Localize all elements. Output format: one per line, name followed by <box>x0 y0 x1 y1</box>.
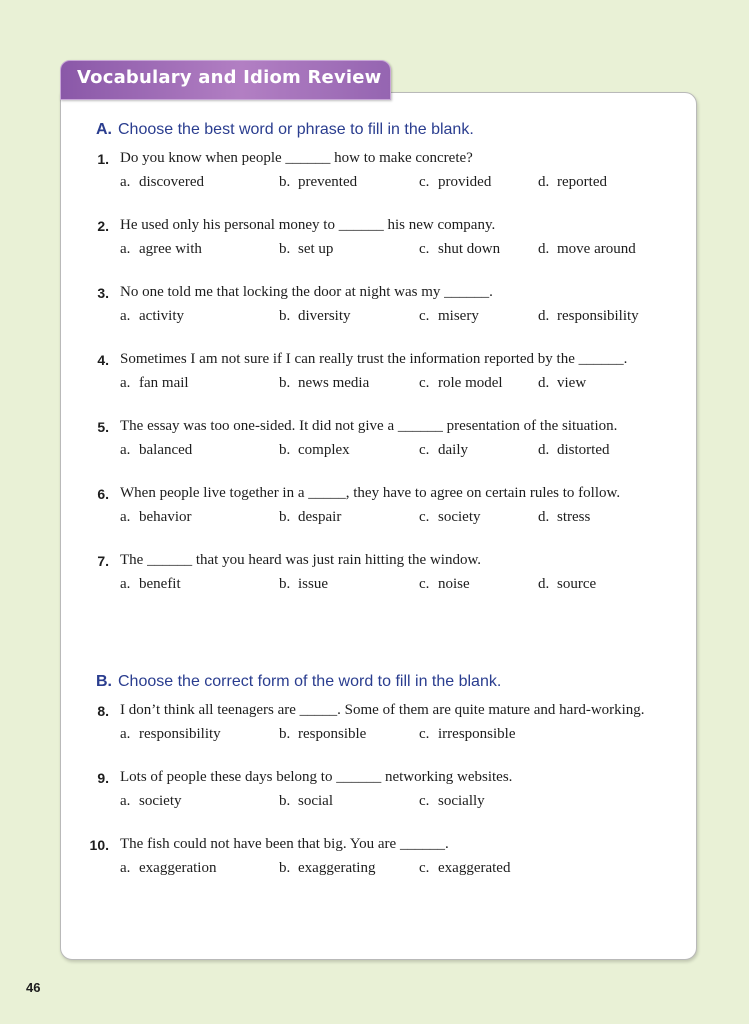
option-letter: c. <box>419 308 430 324</box>
question-number: 6. <box>97 486 109 502</box>
option-text: complex <box>298 442 350 458</box>
question-number: 5. <box>97 419 109 435</box>
option-row <box>120 308 720 328</box>
question-text: Sometimes I am not sure if I can really trust the information reported by the ______. <box>120 351 628 367</box>
question-text: The essay was too one-sided. It did not give a ______ presentation of the situation. <box>120 418 618 434</box>
option-c[interactable] <box>419 442 468 459</box>
option-letter: b. <box>279 576 291 592</box>
option-text: diversity <box>298 308 351 324</box>
option-b[interactable] <box>279 241 333 258</box>
option-d[interactable] <box>538 442 610 459</box>
option-c[interactable] <box>419 576 470 593</box>
option-b[interactable] <box>279 576 328 593</box>
option-text: noise <box>438 576 470 592</box>
option-text: socially <box>438 793 485 809</box>
option-d[interactable] <box>538 308 639 325</box>
section-a-letter: A. <box>96 121 112 138</box>
option-a[interactable] <box>120 509 191 526</box>
question-text: He used only his personal money to ______ his new company. <box>120 217 496 233</box>
option-letter: d. <box>538 375 550 391</box>
option-row <box>120 793 720 813</box>
option-a[interactable] <box>120 241 202 258</box>
question-text: Lots of people these days belong to ______ networking websites. <box>120 769 513 785</box>
option-text: role model <box>438 375 503 391</box>
option-c[interactable] <box>419 241 500 258</box>
option-letter: a. <box>120 860 131 876</box>
option-d[interactable] <box>538 174 607 191</box>
option-text: society <box>438 509 481 525</box>
option-row <box>120 576 720 596</box>
option-a[interactable] <box>120 860 216 877</box>
option-letter: b. <box>279 174 291 190</box>
section-b-instruction: Choose the correct form of the word to fill in the blank. <box>118 673 502 690</box>
option-text: activity <box>139 308 184 324</box>
option-d[interactable] <box>538 509 590 526</box>
question-number: 9. <box>97 770 109 786</box>
option-row <box>120 174 720 194</box>
option-text: social <box>298 793 333 809</box>
section-a-instruction: Choose the best word or phrase to fill in the blank. <box>118 121 474 138</box>
option-letter: d. <box>538 442 550 458</box>
option-a[interactable] <box>120 726 221 743</box>
option-letter: c. <box>419 375 430 391</box>
question-number: 10. <box>89 837 109 853</box>
option-letter: a. <box>120 174 131 190</box>
question-number: 1. <box>97 151 109 167</box>
question-text: No one told me that locking the door at night was my ______. <box>120 284 493 300</box>
question-text: The fish could not have been that big. You are ______. <box>120 836 449 852</box>
option-c[interactable] <box>419 509 481 526</box>
option-c[interactable] <box>419 308 479 325</box>
question-text: Do you know when people ______ how to make concrete? <box>120 150 473 166</box>
question-number: 7. <box>97 553 109 569</box>
option-letter: a. <box>120 375 131 391</box>
option-letter: d. <box>538 308 550 324</box>
option-row <box>120 241 720 261</box>
option-text: irresponsible <box>438 726 516 742</box>
option-text: society <box>139 793 182 809</box>
option-text: news media <box>298 375 370 391</box>
option-letter: a. <box>120 509 131 525</box>
option-text: exaggerating <box>298 860 376 876</box>
option-text: responsibility <box>139 726 221 742</box>
option-text: set up <box>298 241 334 257</box>
option-a[interactable] <box>120 793 182 810</box>
option-b[interactable] <box>279 308 351 325</box>
option-c[interactable] <box>419 726 515 743</box>
option-text: responsibility <box>557 308 639 324</box>
page-number: 46 <box>26 980 41 995</box>
option-letter: b. <box>279 860 291 876</box>
section-b-letter: B. <box>96 673 112 690</box>
option-letter: a. <box>120 793 131 809</box>
option-c[interactable] <box>419 174 491 191</box>
option-letter: b. <box>279 509 291 525</box>
option-text: prevented <box>298 174 358 190</box>
question-number: 3. <box>97 285 109 301</box>
option-c[interactable] <box>419 793 485 810</box>
option-letter: c. <box>419 241 430 257</box>
option-a[interactable] <box>120 174 204 191</box>
option-letter: b. <box>279 793 291 809</box>
option-text: benefit <box>139 576 181 592</box>
option-letter: d. <box>538 509 550 525</box>
option-row <box>120 726 720 746</box>
option-letter: b. <box>279 375 291 391</box>
option-text: fan mail <box>139 375 189 391</box>
option-letter: c. <box>419 793 430 809</box>
option-text: view <box>557 375 587 391</box>
option-d[interactable] <box>538 241 636 258</box>
option-a[interactable] <box>120 308 184 325</box>
option-text: behavior <box>139 509 192 525</box>
option-a[interactable] <box>120 375 189 392</box>
question-number: 8. <box>97 703 109 719</box>
option-text: exaggeration <box>139 860 217 876</box>
option-letter: c. <box>419 576 430 592</box>
option-text: stress <box>557 509 591 525</box>
option-letter: d. <box>538 576 550 592</box>
question-number: 4. <box>97 352 109 368</box>
option-text: balanced <box>139 442 193 458</box>
option-letter: a. <box>120 241 131 257</box>
option-letter: c. <box>419 726 430 742</box>
title-tab <box>60 60 391 100</box>
section-a-heading <box>96 121 474 139</box>
option-letter: c. <box>419 509 430 525</box>
option-row <box>120 509 720 529</box>
option-c[interactable] <box>419 860 510 877</box>
section-b-heading <box>96 673 501 691</box>
question-number: 2. <box>97 218 109 234</box>
option-text: distorted <box>557 442 610 458</box>
option-text: exaggerated <box>438 860 511 876</box>
option-b[interactable] <box>279 793 333 810</box>
question-text: I don’t think all teenagers are _____. Some of them are quite mature and hard-working. <box>120 702 645 718</box>
option-letter: b. <box>279 308 291 324</box>
option-b[interactable] <box>279 726 366 743</box>
option-text: source <box>557 576 597 592</box>
option-letter: b. <box>279 241 291 257</box>
option-d[interactable] <box>538 576 596 593</box>
option-b[interactable] <box>279 375 369 392</box>
option-text: provided <box>438 174 492 190</box>
option-b[interactable] <box>279 860 375 877</box>
question-text: The ______ that you heard was just rain hitting the window. <box>120 552 482 568</box>
option-letter: d. <box>538 174 550 190</box>
option-letter: c. <box>419 860 430 876</box>
question-text: When people live together in a _____, they have to agree on certain rules to follow. <box>120 485 621 501</box>
option-row <box>120 442 720 462</box>
option-row <box>120 375 720 395</box>
option-b[interactable] <box>279 509 341 526</box>
option-text: responsible <box>298 726 367 742</box>
option-text: shut down <box>438 241 501 257</box>
option-letter: c. <box>419 442 430 458</box>
option-c[interactable] <box>419 375 503 392</box>
option-text: reported <box>557 174 607 190</box>
option-letter: a. <box>120 726 131 742</box>
option-b[interactable] <box>279 174 357 191</box>
option-text: move around <box>557 241 636 257</box>
option-a[interactable] <box>120 442 192 459</box>
option-letter: c. <box>419 174 430 190</box>
option-letter: a. <box>120 576 131 592</box>
option-a[interactable] <box>120 576 181 593</box>
option-text: daily <box>438 442 468 458</box>
option-text: discovered <box>139 174 204 190</box>
option-letter: b. <box>279 442 291 458</box>
page-title: Vocabulary and Idiom Review <box>77 67 382 88</box>
option-b[interactable] <box>279 442 350 459</box>
option-text: issue <box>298 576 328 592</box>
option-row <box>120 860 720 880</box>
option-letter: b. <box>279 726 291 742</box>
option-d[interactable] <box>538 375 586 392</box>
option-text: misery <box>438 308 479 324</box>
option-letter: a. <box>120 308 131 324</box>
option-text: despair <box>298 509 342 525</box>
option-letter: d. <box>538 241 550 257</box>
option-letter: a. <box>120 442 131 458</box>
option-text: agree with <box>139 241 202 257</box>
